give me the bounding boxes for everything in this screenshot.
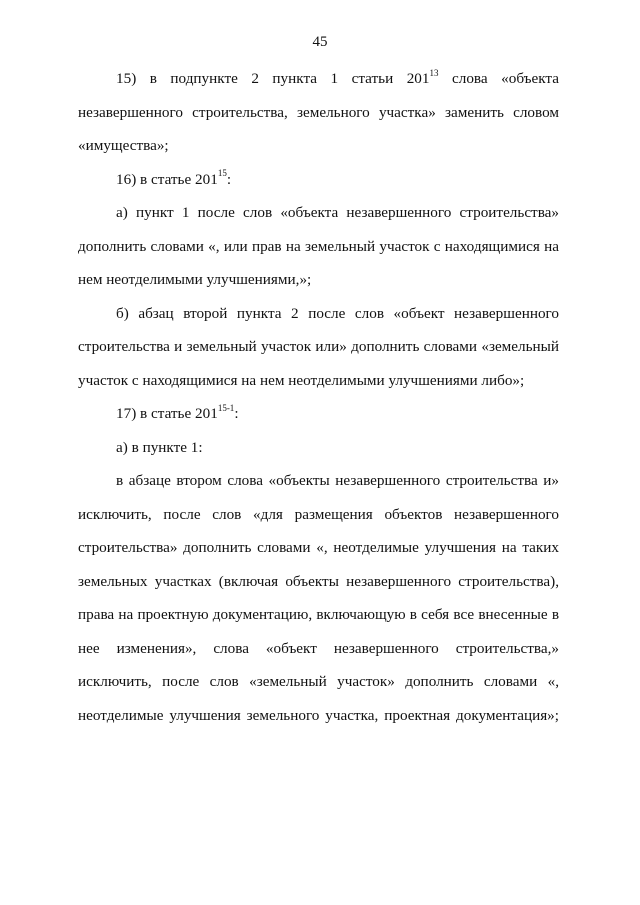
superscript: 13 xyxy=(429,67,439,78)
paragraph-item-17a: а) в пункте 1: xyxy=(116,438,203,456)
paragraph-item-15 xyxy=(78,62,559,163)
paragraph-item-16a: а) пункт 1 после слов «объекта незавершенного строительства» дополнить словами «, или прав на земельный участок с находящимися на нем неотделимыми улучшениями,»; xyxy=(78,204,559,288)
paragraph-item-16b: б) абзац второй пункта 2 после слов «объект незавершенного строительства и земельный участок или» дополнить словами «земельный участок с находящимися на нем неотделимыми улучшениями либо»; xyxy=(78,304,559,389)
paragraph-text: 16) в статье 201 xyxy=(116,170,218,188)
paragraph-item-17a-1: в абзаце втором слова «объекты незавершенного строительства и» исключить, после слов «для размещения объектов незавершенного строительства» дополнить словами «, неотделимые улучшения на таких земельных участках (включая объекты незавершенного строительства), права на проектную документацию, включающую в себя все внесенные в нее изменения», слова «объект незавершенного строительства,» исключить, после слов «земельный участок» дополнить словами «, неотделимые улучшения земельного участка, проектная документация»; xyxy=(78,472,559,724)
page-number: 45 xyxy=(312,34,328,50)
paragraph-item-17 xyxy=(78,397,559,431)
superscript: 15 xyxy=(217,168,227,179)
document-body xyxy=(78,62,559,732)
paragraph-text: слова «объекта незавершенного строительства, земельного участка» заменить словом «имущества»; xyxy=(78,70,559,154)
paragraph-item-16 xyxy=(78,163,559,197)
paragraph-text: 17) в статье 201 xyxy=(116,405,218,422)
paragraph-text: : xyxy=(234,405,239,422)
paragraph-text: 15) в подпункте 2 пункта 1 статьи 201 xyxy=(116,70,430,87)
paragraph-text: : xyxy=(226,170,232,188)
superscript: 15-1 xyxy=(217,402,235,413)
